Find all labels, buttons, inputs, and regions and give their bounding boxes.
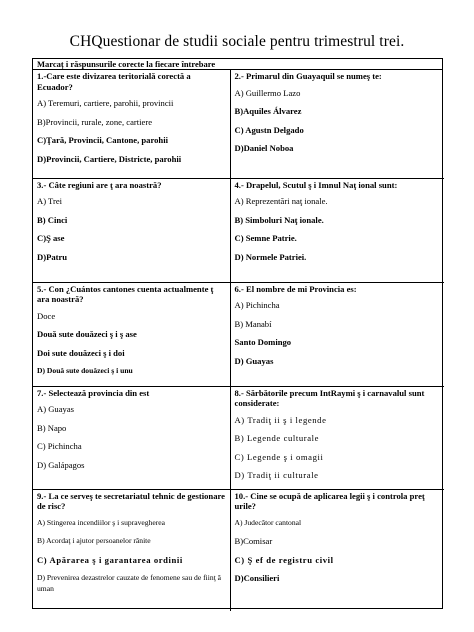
answer-option: D)Daniel Noboa: [234, 143, 294, 153]
question-cell: [33, 386, 230, 489]
answer-option: C) Agustn Delgado: [234, 124, 304, 135]
question-cell: [33, 282, 230, 386]
question-row: [33, 178, 444, 282]
answer-option: D) Galápagos: [37, 459, 85, 470]
page-title: CHQuestionar de studii sociale pentru trimestrul trei.: [69, 33, 405, 50]
answer-option: Santo Domingo: [234, 337, 292, 347]
answer-option: B) Cinci: [37, 214, 68, 225]
answer-option: D)Provincii, Cartiere, Districte, parohii: [37, 153, 182, 164]
question-text: 10.- Cine se ocupă de aplicarea legii ş i controla preţ urile?: [234, 490, 425, 511]
answer-option: C) Pichincha: [37, 441, 82, 451]
answer-option: D) Tradiţ ii culturale: [234, 470, 319, 480]
answer-option: A) Tradiţ ii ş i legende: [234, 414, 327, 425]
answer-option: B) Acordaţ i ajutor persoanelor rănite: [37, 536, 151, 545]
question-cell: [230, 178, 444, 282]
answer-option: B)Comisar: [234, 536, 273, 546]
answer-option: C) Legende ş i omagii: [234, 451, 324, 462]
answer-option: B) Manabí: [234, 318, 272, 329]
question-text: 6.- El nombre de mi Provincia es:: [234, 283, 357, 294]
answer-option: D) Normele Patriei.: [234, 251, 307, 262]
answer-option: D)Patru: [37, 251, 68, 262]
answer-option: A) Guillermo Lazo: [234, 87, 301, 98]
answer-option: B) Legende culturale: [234, 433, 320, 443]
answer-option: B) Napo: [37, 422, 67, 433]
question-cell: [33, 489, 230, 611]
questionnaire-table: [32, 58, 443, 609]
question-cell: [230, 489, 444, 611]
answer-option: A) Trei: [37, 196, 63, 206]
answer-option: B)Provincii, rurale, zone, cartiere: [37, 116, 153, 127]
question-cell: [230, 70, 444, 178]
question-cell: [230, 386, 444, 489]
question-row: [33, 386, 444, 489]
answer-option: A) Judecător cantonal: [234, 517, 302, 527]
answer-option: A) Guayas: [37, 404, 74, 414]
answer-option: B)Aquiles Álvarez: [234, 106, 302, 116]
answer-option: B) Simboluri Naţ ionale.: [234, 214, 324, 225]
answer-option: D) Prevenirea dezastrelor cauzate de fenomene sau de fiinţ ă uman: [37, 573, 222, 593]
question-cell: [230, 282, 444, 386]
answer-option: D)Consilieri: [234, 573, 280, 583]
answer-option: Doi sute douăzeci ş i doi: [37, 347, 125, 358]
question-text: 1.-Care este divizarea teritorială corectă a Ecuador?: [37, 71, 191, 92]
question-text: 9.- La ce serveş te secretariatul tehnic de gestionare de risc?: [37, 490, 225, 511]
answer-option: A) Stingerea incendiilor ş i supravegherea: [37, 517, 165, 527]
answer-option: C)Ş ase: [37, 233, 65, 243]
instruction-line: Marcaț i răspunsurile corecte la fiecare întrebare: [33, 59, 442, 70]
answer-option: C) Apărarea ş i garantarea ordinii: [37, 554, 183, 565]
answer-option: A) Pichincha: [234, 300, 280, 310]
answer-option: C) Ş ef de registru civil: [234, 554, 334, 565]
question-text: 4.- Drapelul, Scutul ş i Imnul Naţ ional sunt:: [234, 179, 398, 190]
question-text: 7.- Selectează provincia din est: [37, 387, 150, 398]
question-text: 2.- Primarul din Guayaquil se numeş te:: [234, 71, 382, 81]
question-text: 5.- Con ¿Cuántos cantones cuenta actualmente ţ ara noastră?: [37, 283, 214, 304]
question-row: [33, 489, 444, 611]
question-cell: [33, 70, 230, 178]
answer-option: D) Guayas: [234, 355, 274, 366]
answer-option: A) Teremuri, cartiere, parohii, provincii: [37, 98, 174, 108]
question-row: [33, 70, 444, 178]
answer-option: Două sute douăzeci ş i ş ase: [37, 329, 137, 339]
question-cell: [33, 178, 230, 282]
answer-option: C) Semne Patrie.: [234, 233, 297, 243]
answer-option: A) Reprezentări naţ ionale.: [234, 196, 328, 206]
question-grid: [33, 70, 444, 611]
answer-option: C)Ţară, Provincii, Cantone, parohii: [37, 135, 168, 145]
question-text: 3.- Câte regiuni are ţ ara noastră?: [37, 179, 162, 190]
question-text: 8.- Sărbătorile precum IntRaymi ş i carnavalul sunt considerate:: [234, 387, 425, 408]
question-row: [33, 282, 444, 386]
answer-option: D) Două sute douăzeci ş i unu: [37, 366, 133, 375]
answer-option: Doce: [37, 310, 56, 321]
